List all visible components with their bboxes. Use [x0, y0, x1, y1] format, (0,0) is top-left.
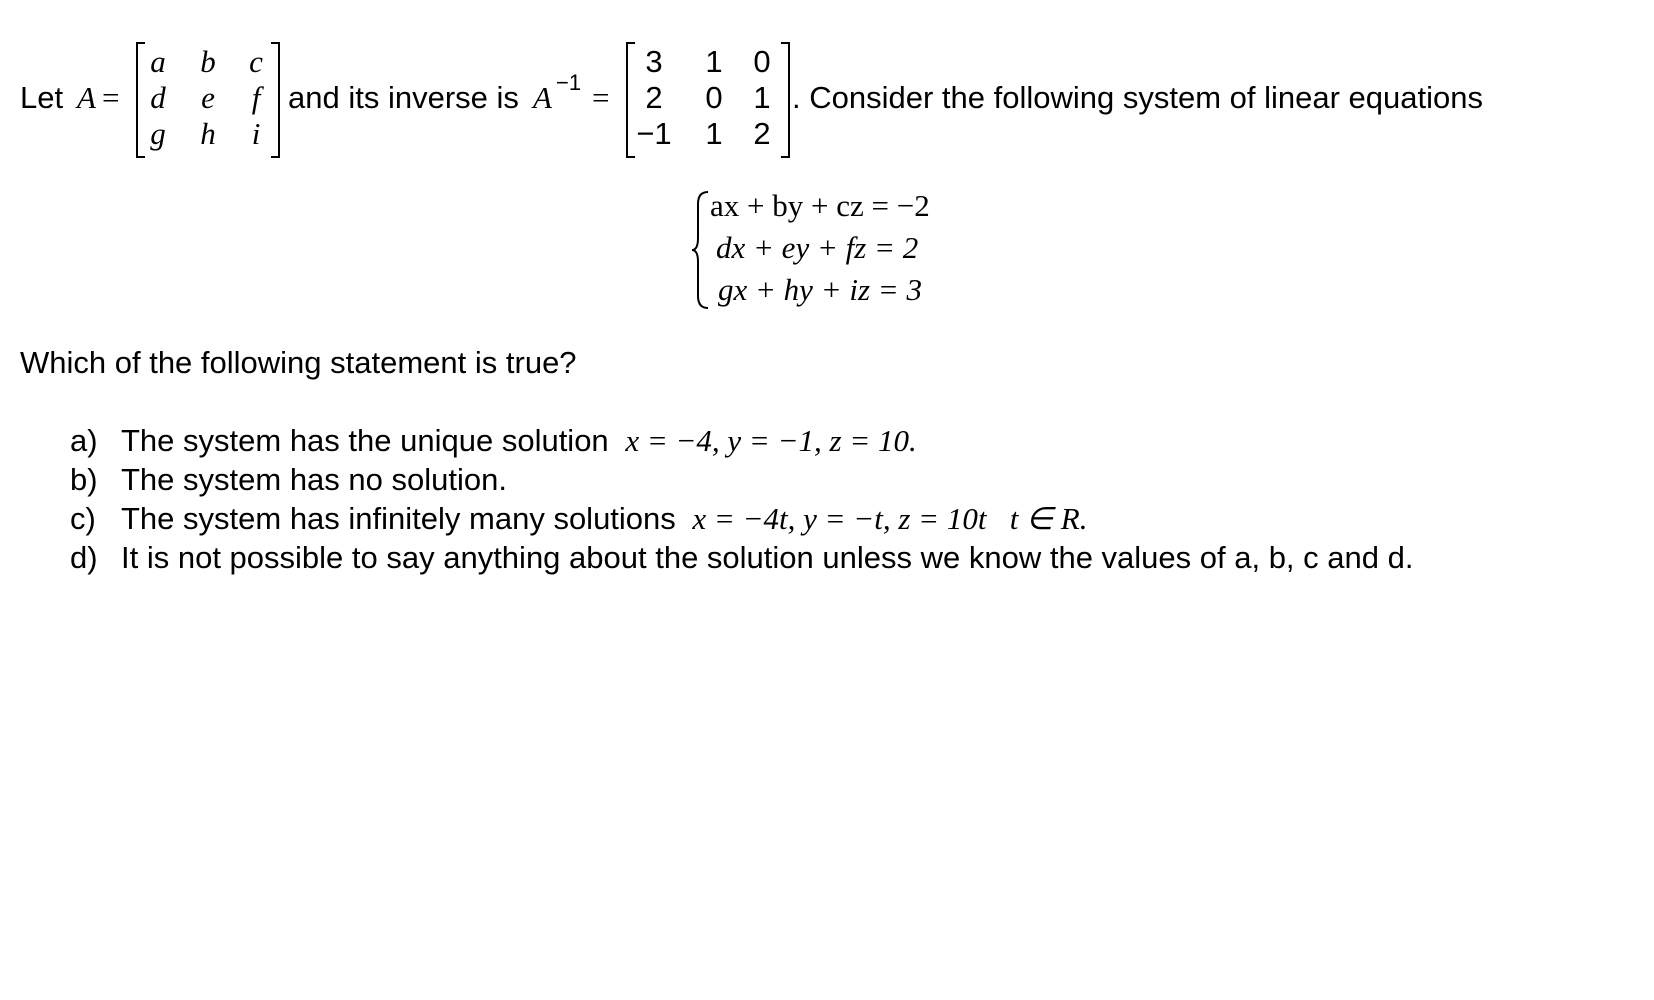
let-text: Let — [20, 80, 64, 115]
option-label: c) — [70, 501, 96, 536]
matrix-a-cell: a — [150, 44, 166, 79]
option-text: It is not possible to say anything about the solution unless we know the values of a, b, c and d. — [121, 540, 1414, 575]
option-label: d) — [70, 540, 98, 575]
matrix-a-cell: d — [150, 80, 166, 115]
matrix-a-inverse — [626, 42, 790, 162]
matrix-a-cell: g — [150, 116, 166, 151]
matrix-a-symbol: A — [77, 80, 96, 115]
option-math: x = −4t, y = −t, z = 10t t ∈ R. — [692, 501, 1088, 536]
matrix-a-cell: f — [251, 80, 261, 115]
option-text: The system has the unique solution — [121, 423, 609, 458]
equation-1: ax + by + cz = −2 — [710, 188, 930, 223]
matrix-inv-cell: −1 — [636, 116, 672, 151]
matrix-inv-cell: 3 — [645, 44, 663, 79]
matrix-a-cell: i — [251, 116, 261, 151]
matrix-inv-cell: 2 — [645, 80, 663, 115]
equation-2: dx + ey + fz = 2 — [716, 230, 919, 265]
matrix-a-cell: c — [249, 44, 263, 79]
matrix-a-cell: h — [200, 116, 216, 151]
option-label: a) — [70, 423, 98, 458]
option-text: The system has infinitely many solutions — [121, 501, 676, 536]
inverse-exponent: −1 — [556, 70, 582, 95]
matrix-inv-cell: 0 — [753, 44, 771, 79]
equals-sign: = — [102, 80, 120, 115]
system-brace-icon — [690, 190, 712, 310]
matrix-inv-cell: 2 — [753, 116, 771, 151]
consider-text: . Consider the following system of linear equations — [792, 80, 1483, 115]
option-text: The system has no solution. — [121, 462, 507, 497]
and-inverse-text: and its inverse is — [288, 80, 519, 115]
matrix-inv-cell: 1 — [705, 116, 723, 151]
matrix-inv-cell: 1 — [753, 80, 771, 115]
matrix-inv-cell: 1 — [705, 44, 723, 79]
equation-3: gx + hy + iz = 3 — [718, 272, 922, 307]
matrix-a — [136, 42, 280, 162]
option-math: x = −4, y = −1, z = 10. — [625, 423, 917, 458]
matrix-inv-cell: 0 — [705, 80, 723, 115]
option-label: b) — [70, 462, 98, 497]
matrix-a-cell: e — [201, 80, 215, 115]
question-text: Which of the following statement is true? — [20, 345, 577, 380]
equals-sign: = — [592, 80, 610, 115]
inverse-base: A — [533, 80, 552, 115]
matrix-a-cell: b — [200, 44, 216, 79]
